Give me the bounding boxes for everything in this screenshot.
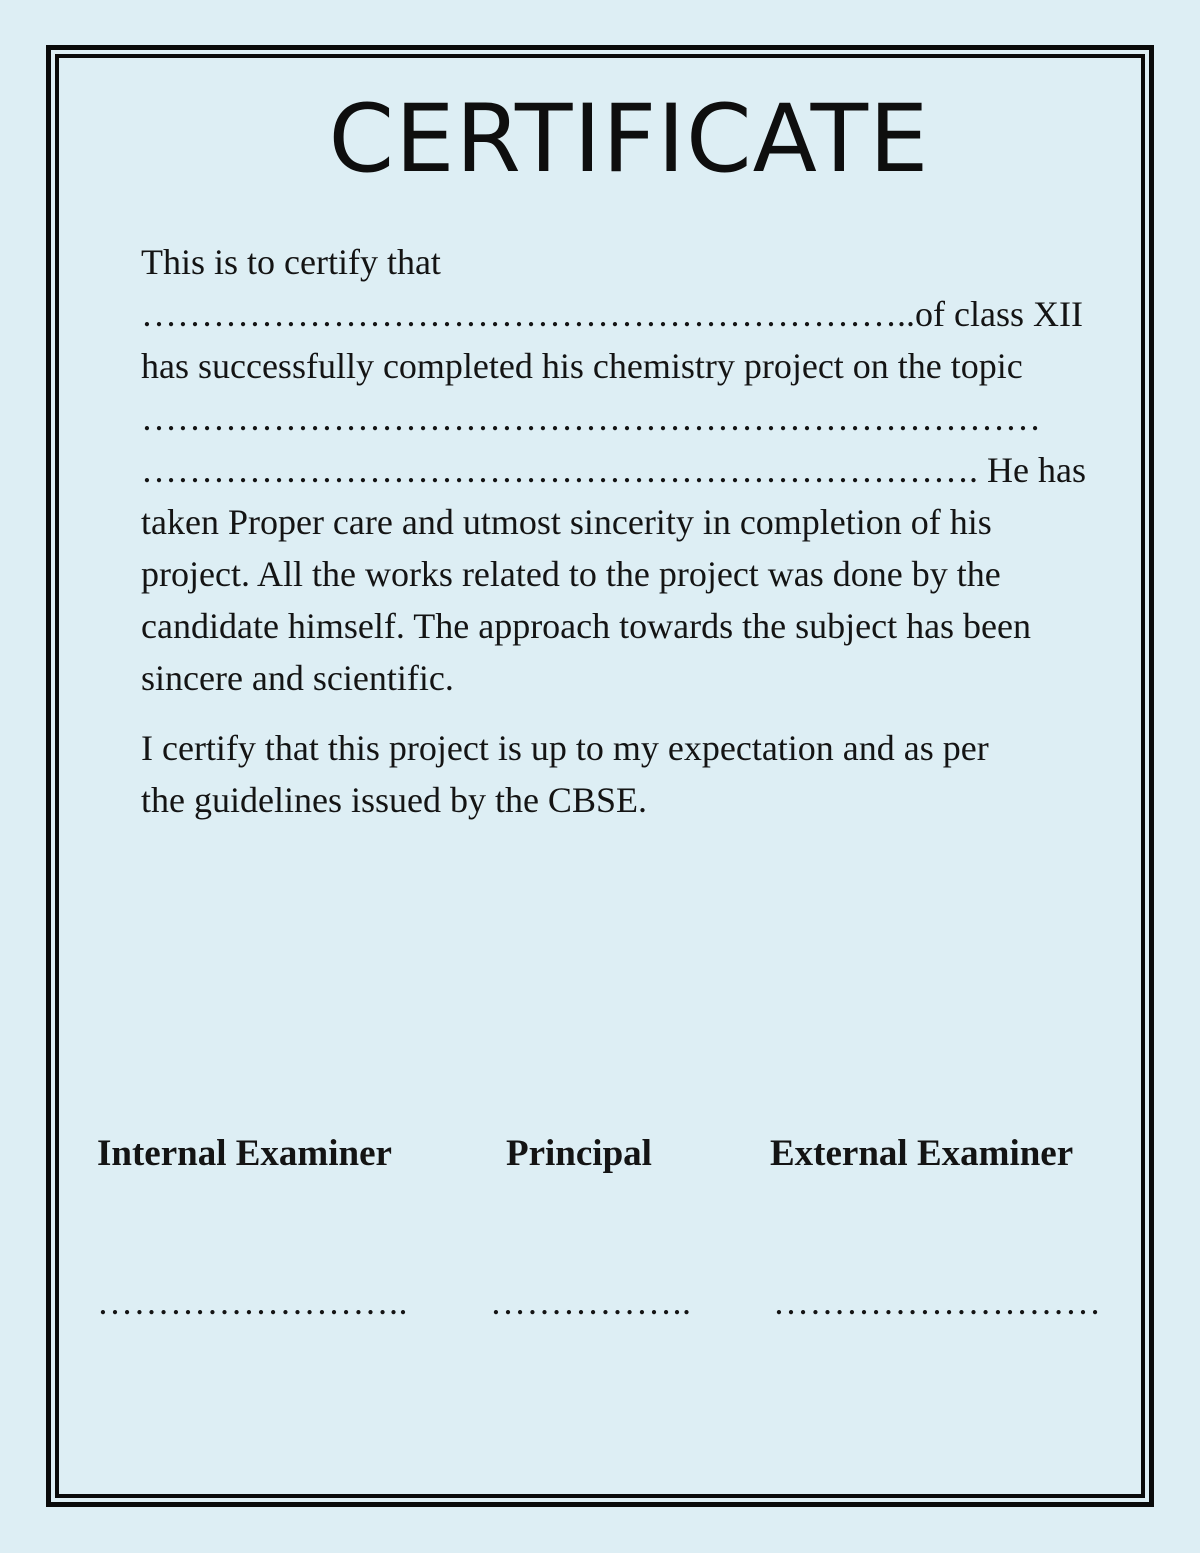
topic-blank-line: ……………………………………………………………. He has [141,450,1086,490]
internal-examiner-label: Internal Examiner [97,1133,392,1174]
certificate-body [141,236,1121,826]
principal-signature-line: …………….. [490,1282,692,1322]
body-line: the guidelines issued by the CBSE. [141,780,647,820]
principal-label: Principal [506,1133,652,1174]
body-line: candidate himself. The approach towards the subject has been [141,606,1032,646]
body-line: sincere and scientific. [141,658,454,698]
certificate-title: CERTIFICATE [328,85,930,194]
internal-examiner-signature-line: …………………….. [97,1282,408,1322]
body-line: This is to certify that [141,242,441,282]
student-name-blank-line: ………………………………………………………..of class XII [141,294,1083,334]
body-line: has successfully completed his chemistry project on the topic [141,346,1023,386]
body-line: project. All the works related to the project was done by the [141,554,1001,594]
topic-blank-line: ………………………………………………………………… [141,398,1041,438]
certificate-paragraph-2 [141,722,1121,826]
external-examiner-signature-line: ……………………… [773,1282,1102,1322]
certificate-paragraph-1 [141,236,1121,704]
external-examiner-label: External Examiner [770,1133,1074,1174]
body-line: taken Proper care and utmost sincerity in completion of his [141,502,992,542]
body-line: I certify that this project is up to my expectation and as per [141,728,989,768]
